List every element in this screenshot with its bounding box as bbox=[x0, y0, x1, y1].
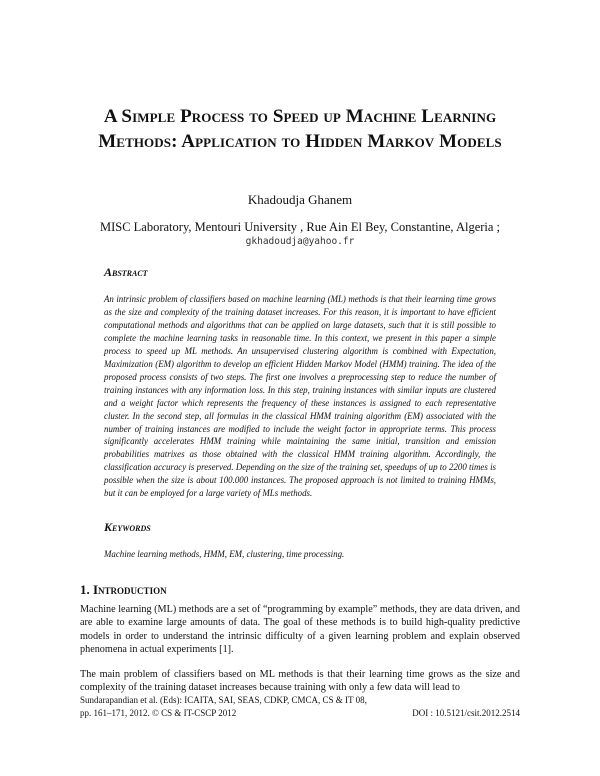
intro-paragraph-2: The main problem of classifiers based on ML methods is that their learning time grows as the size and complexity of the training dataset increases because training with only a few data will lead to bbox=[80, 669, 520, 694]
author-affiliation: MISC Laboratory, Mentouri University , Rue Ain El Bey, Constantine, Algeria ; bbox=[99, 220, 501, 234]
footer-doi: DOI : 10.5121/csit.2012.2514 bbox=[412, 708, 520, 718]
footer-pages-copyright: pp. 161–171, 2012. © CS & IT-CSCP 2012 bbox=[80, 708, 237, 718]
author-email: gkhadoudja@yahoo.fr bbox=[245, 236, 355, 247]
keywords-heading: Keywords bbox=[104, 520, 151, 534]
paper-title: A Simple Process to Speed up Machine Learning Methods: Application to Hidden Markov Models bbox=[98, 106, 502, 152]
section-heading-introduction: 1. Introduction bbox=[80, 582, 167, 597]
footer-pages-line bbox=[80, 708, 520, 718]
footer-citation: Sundarapandian et al. (Eds): ICAITA, SAI, SEAS, CDKP, CMCA, CS & IT 08, bbox=[80, 695, 367, 705]
abstract-text: An intrinsic problem of classifiers based on machine learning (ML) methods is that their learning time grows as the size and complexity of the training dataset increases. For this reason, it is important to have efficient computational methods and algorithms that can be applied on large datasets, such that it is still possible to complete the machine learning tasks in reasonable time. In this context, we present in this paper a simple process to speed up ML methods. An unsupervised clustering algorithm is combined with Expectation, Maximization (EM) algorithm to develop an efficient Hidden Markov Model (HMM) training. The idea of the proposed process consists of two steps. The first one involves a preprocessing step to reduce the number of training instances with any information loss. In this step, training instances with similar inputs are clustered and a weight factor which represents the frequency of these instances is assigned to each representative cluster. In the second step, all formulas in the classical HMM training algorithm (EM) associated with the number of training instances are modified to include the weight factor in appropriate terms. This process significantly accelerates HMM training while maintaining the same initial, transition and emission probabilities matrixes as those obtained with the classical HMM training algorithm. Accordingly, the classification accuracy is preserved. Depending on the size of the training set, speedups of up to 2200 times is possible when the size is about 100.000 instances. The proposed approach is not limited to training HMMs, but it can be employed for a large variety of MLs methods. bbox=[104, 294, 496, 499]
abstract-heading: Abstract bbox=[104, 265, 148, 279]
keywords-text: Machine learning methods, HMM, EM, clustering, time processing. bbox=[104, 549, 345, 559]
intro-paragraph-1: Machine learning (ML) methods are a set of “programming by example” methods, they are data driven, and are able to examine large amounts of data. The goal of these methods is to build high-quality predictive models in order to understand the intrinsic difficulty of a given learning problem and explain observed phenomena in actual experiments [1]. bbox=[80, 604, 520, 656]
author-name: Khadoudja Ghanem bbox=[247, 192, 353, 207]
